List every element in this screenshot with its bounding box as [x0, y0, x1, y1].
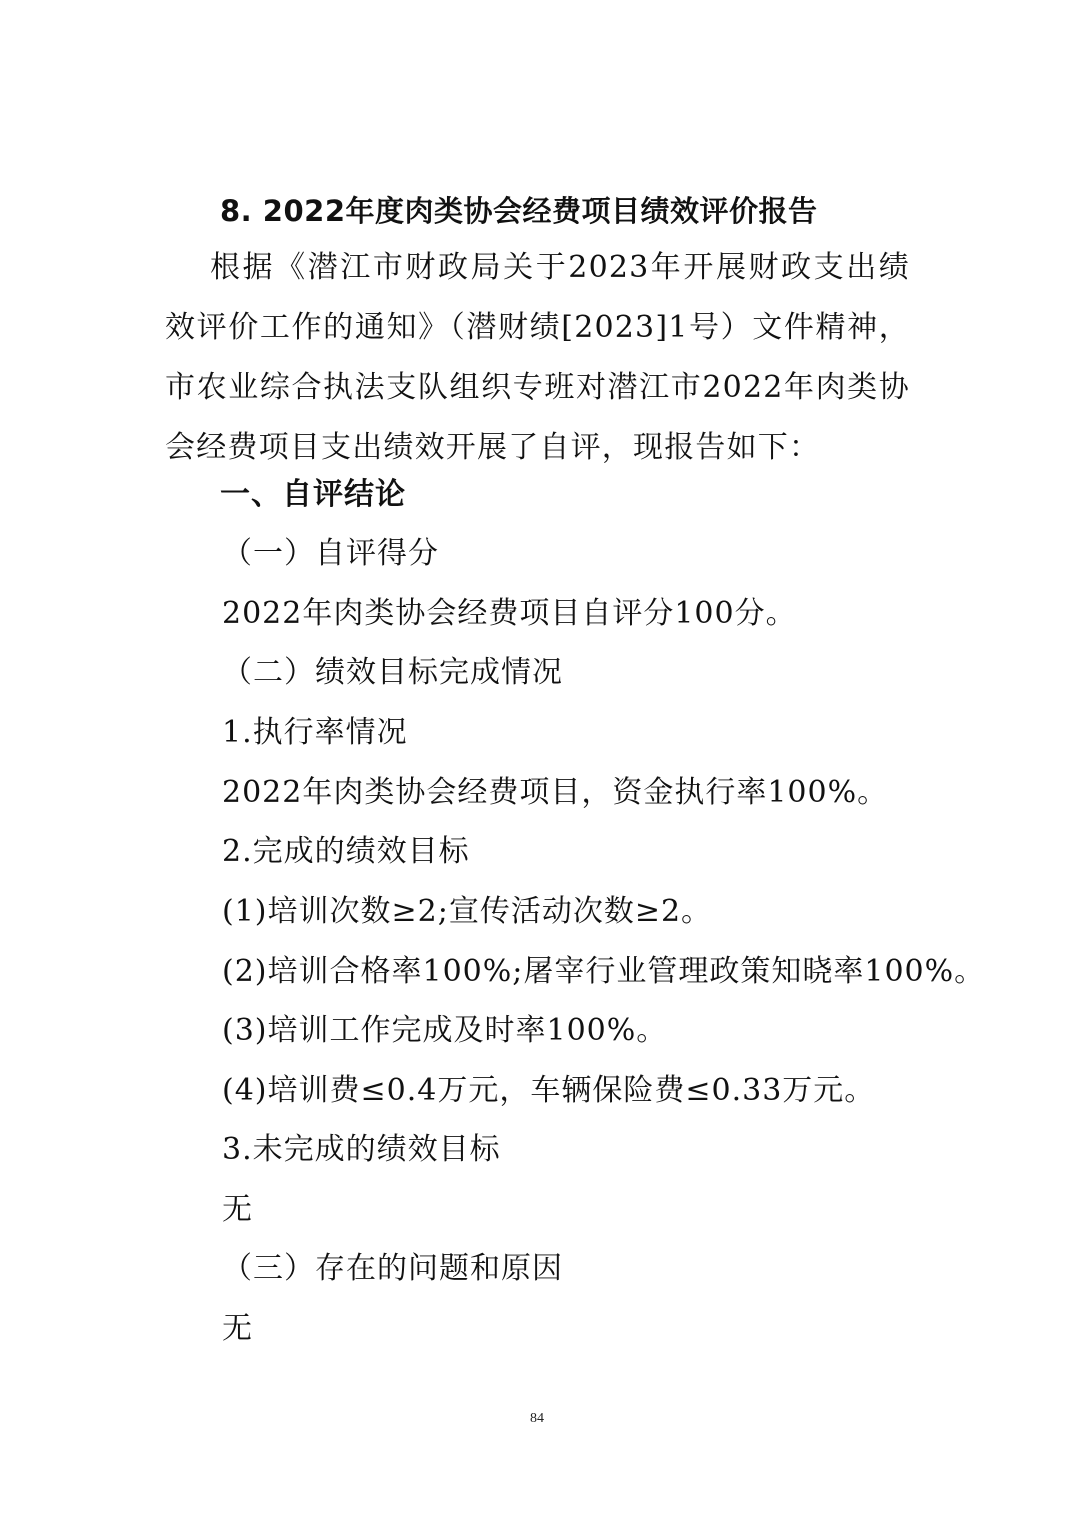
item-heading-execution-rate: 1.执行率情况 — [222, 715, 408, 750]
goal-item: (1)培训次数≥2;宣传活动次数≥2。 — [222, 894, 713, 929]
goal-item: (3)培训工作完成及时率100%。 — [222, 1013, 668, 1048]
execution-rate-text: 2022年肉类协会经费项目，资金执行率100%。 — [222, 775, 889, 810]
intro-paragraph: 根据《潜江市财政局关于2023年开展财政支出绩效评价工作的通知》（潜财绩[2023]1号）文件精神，市农业综合执法支队组织专班对潜江市2022年肉类协会经费项目支出绩效开展了自评，现报告如下： — [165, 250, 910, 465]
subsection-heading-problems: （三）存在的问题和原因 — [222, 1251, 563, 1286]
subsection-heading-score: （一）自评得分 — [222, 536, 439, 571]
item-heading-uncompleted-goals: 3.未完成的绩效目标 — [222, 1132, 501, 1167]
item-heading-completed-goals: 2.完成的绩效目标 — [222, 834, 470, 869]
report-title: 8. 2022年度肉类协会经费项目绩效评价报告 — [220, 194, 818, 228]
goal-item: (2)培训合格率100%;屠宰行业管理政策知晓率100%。 — [222, 954, 986, 989]
page-number: 84 — [530, 1411, 544, 1426]
uncompleted-goals-text: 无 — [222, 1192, 253, 1227]
goal-item: (4)培训费≤0.4万元，车辆保险费≤0.33万元。 — [222, 1073, 876, 1108]
problems-text: 无 — [222, 1311, 253, 1346]
subsection-heading-goals: （二）绩效目标完成情况 — [222, 655, 563, 690]
score-text: 2022年肉类协会经费项目自评分100分。 — [222, 596, 797, 631]
section-heading-conclusion: 一、自评结论 — [220, 477, 406, 512]
